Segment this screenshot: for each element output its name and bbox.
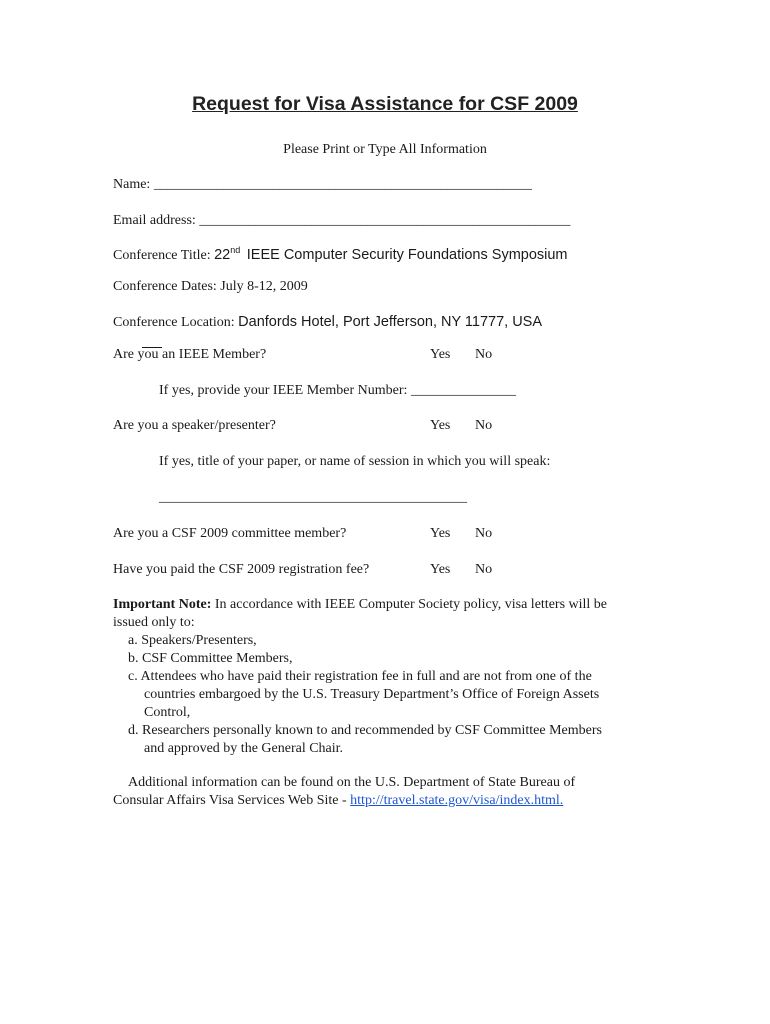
footer-line-1: Additional information can be found on the U.S. Department of State Bureau of <box>128 775 576 790</box>
speaker-session-field[interactable]: ____________________________________________ <box>159 490 467 505</box>
note-item-c-cont2: Control, <box>144 705 191 720</box>
note-item-c-cont: countries embargoed by the U.S. Treasury Department’s Office of Foreign Assets <box>144 687 600 702</box>
fee-question: Have you paid the CSF 2009 registration fee? <box>113 562 370 577</box>
name-field[interactable]: ______________________________________________________ <box>153 177 532 192</box>
committee-no[interactable]: No <box>475 526 493 541</box>
note-text: In accordance with IEEE Computer Society policy, visa letters will be <box>214 597 608 612</box>
note-line-2: issued only to: <box>113 615 195 630</box>
conference-location-row <box>113 314 542 331</box>
fee-no[interactable]: No <box>475 562 493 577</box>
speaker-yes[interactable]: Yes <box>430 418 451 433</box>
speaker-followup: If yes, title of your paper, or name of session in which you will speak: <box>159 454 551 469</box>
footer-info <box>113 774 575 810</box>
note-item-a: a. Speakers/Presenters, <box>128 633 257 648</box>
email-row <box>113 213 570 229</box>
conference-location-label: Conference Location: <box>113 315 235 330</box>
note-line-1 <box>113 596 607 614</box>
ieee-member-yes[interactable]: Yes <box>430 347 451 362</box>
committee-yes[interactable]: Yes <box>430 526 451 541</box>
ieee-number-field[interactable]: _______________ <box>410 383 516 398</box>
email-field[interactable]: _____________________________________________________ <box>199 213 571 228</box>
fee-yes[interactable]: Yes <box>430 562 451 577</box>
important-note <box>113 596 607 758</box>
speaker-question: Are you a speaker/presenter? <box>113 418 276 433</box>
conference-location-value: Danfords Hotel, Port Jefferson, NY 11777, USA <box>238 314 543 330</box>
footer-text: Consular Affairs Visa Services Web Site - <box>113 793 347 808</box>
page-title: Request for Visa Assistance for CSF 2009 <box>192 93 578 115</box>
ieee-number-row <box>159 383 516 399</box>
ieee-member-no[interactable]: No <box>475 347 493 362</box>
committee-question: Are you a CSF 2009 committee member? <box>113 526 347 541</box>
visa-website-link[interactable]: http://travel.state.gov/visa/index.html. <box>350 793 564 808</box>
name-label: Name: <box>113 177 151 192</box>
email-label: Email address: <box>113 213 196 228</box>
note-item-d-cont: and approved by the General Chair. <box>144 741 344 756</box>
conference-title-value: IEEE Computer Security Foundations Symposium <box>246 247 568 263</box>
ieee-member-question: Are you an IEEE Member? <box>113 347 267 362</box>
page-subtitle: Please Print or Type All Information <box>283 142 487 157</box>
conference-title-number: 22 <box>214 247 231 263</box>
conference-title-label: Conference Title: <box>113 248 211 263</box>
conference-dates: Conference Dates: July 8-12, 2009 <box>113 279 308 294</box>
footer-line-2 <box>113 792 575 810</box>
speaker-no[interactable]: No <box>475 418 493 433</box>
conference-title-row <box>113 245 568 264</box>
ieee-number-label: If yes, provide your IEEE Member Number: <box>159 383 408 398</box>
note-label: Important Note: <box>113 597 212 612</box>
note-item-c: c. Attendees who have paid their registration fee in full and are not from one of the <box>128 669 592 684</box>
note-item-d: d. Researchers personally known to and recommended by CSF Committee Members <box>128 723 602 738</box>
name-row <box>113 177 532 193</box>
note-item-b: b. CSF Committee Members, <box>128 651 293 666</box>
conference-title-suffix: nd <box>230 245 241 255</box>
